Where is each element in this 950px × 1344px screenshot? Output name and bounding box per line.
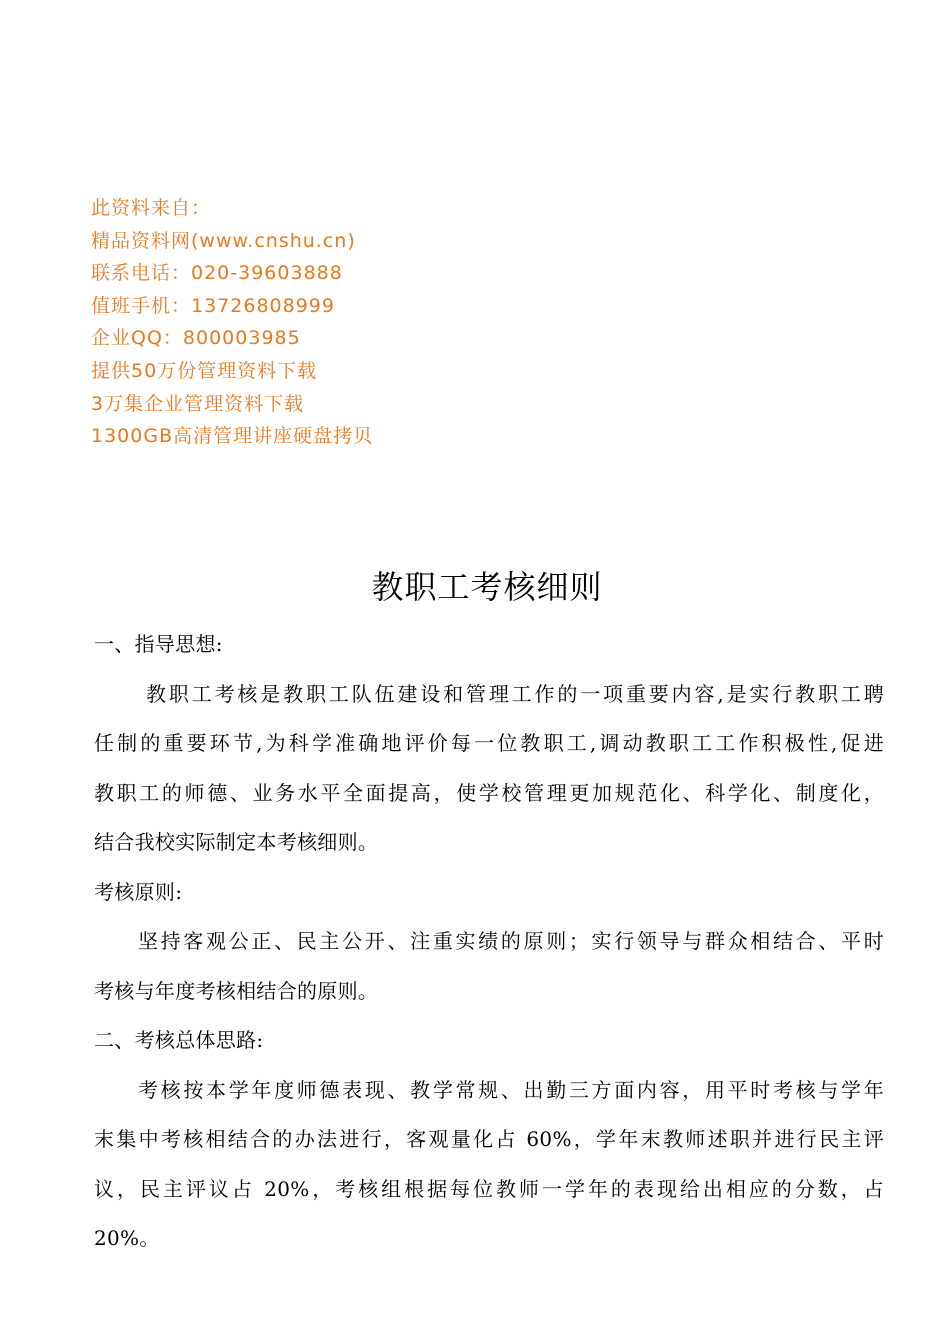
section2-line: 末集中考核相结合的办法进行，客观量化占 60%，学年末教师述职并进行民主评 (94, 1127, 884, 1151)
source-line-qq: 企业QQ：800003985 (91, 327, 301, 350)
document-body (94, 620, 884, 1264)
document-title: 教职工考核细则 (371, 568, 603, 606)
section1-line: 结合我校实际制定本考核细则。 (94, 830, 379, 854)
source-line-website: 精品资料网(www.cnshu.cn) (91, 229, 356, 252)
source-line-mobile: 值班手机：13726808999 (91, 294, 335, 317)
source-line-intro: 此资料来自： (91, 197, 212, 219)
source-line-phone: 联系电话：020-39603888 (91, 262, 343, 285)
section2-line: 考核按本学年度师德表现、教学常规、出勤三方面内容，用平时考核与学年 (138, 1077, 884, 1102)
principles-line: 考核与年度考核相结合的原则。 (94, 978, 379, 1003)
section2-heading: 二、考核总体思路: (94, 1028, 264, 1052)
source-line-offer-1: 提供50万份管理资料下载 (91, 359, 318, 382)
source-line-offer-2: 3万集企业管理资料下载 (91, 392, 305, 415)
section1-line: 任制的重要环节,为科学准确地评价每一位教职工,调动教职工工作积极性,促进 (94, 731, 884, 755)
section2-line: 20%。 (94, 1226, 160, 1250)
source-line-offer-3: 1300GB高清管理讲座硬盘拷贝 (91, 425, 374, 448)
principles-heading: 考核原则: (94, 879, 183, 904)
section1-line: 教职工考核是教职工队伍建设和管理工作的一项重要内容,是实行教职工聘 (146, 681, 884, 706)
section1-line: 教职工的师德、业务水平全面提高，使学校管理更加规范化、科学化、制度化， (94, 780, 884, 805)
principles-line: 坚持客观公正、民主公开、注重实绩的原则；实行领导与群众相结合、平时 (138, 929, 884, 953)
source-info-block (91, 192, 691, 453)
section2-line: 议，民主评议占 20%，考核组根据每位教师一学年的表现给出相应的分数，占 (94, 1176, 884, 1201)
section1-heading: 一、指导思想: (94, 632, 223, 656)
